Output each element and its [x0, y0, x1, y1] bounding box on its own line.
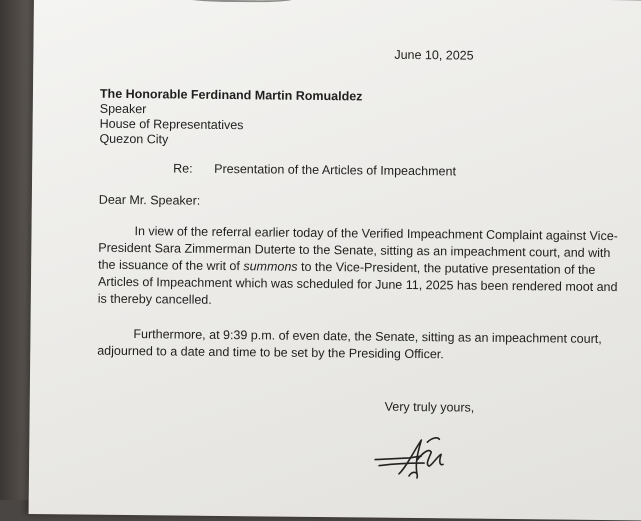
- paragraph-2-text: Furthermore, at 9:39 p.m. of even date, the Senate, sitting as an impeachment court, adjourned to a date and time to be set by the Presiding Officer.: [97, 327, 602, 361]
- letter-date: June 10, 2025: [394, 48, 473, 63]
- signature-icon: [369, 430, 460, 486]
- letter-page: [29, 0, 641, 521]
- letterhead-remnant: [184, 0, 294, 3]
- subject-text: Presentation of the Articles of Impeachment: [214, 162, 456, 179]
- addressee-organization: House of Representatives: [100, 117, 363, 135]
- addressee-title: Speaker: [100, 102, 363, 120]
- addressee-block: [99, 87, 362, 150]
- subject-line: [173, 161, 456, 178]
- addressee-city: Quezon City: [99, 132, 362, 150]
- salutation: Dear Mr. Speaker:: [99, 193, 201, 208]
- body-paragraph-1: [98, 223, 619, 313]
- addressee-name: The Honorable Ferdinand Martin Romualdez: [100, 87, 363, 105]
- complimentary-close: Very truly yours,: [385, 400, 475, 415]
- paragraph-1-text-b: to the Vice-President, the putative presentation of the Articles of Impeachment which was scheduled for June 11, 2025 has been rendered moot and is thereby cancelled.: [98, 260, 618, 307]
- body-paragraph-2: [97, 326, 617, 365]
- paragraph-1-text-a: In view of the referral earlier today of the Verified Impeachment Complaint against Vice-President Sara Zimmerman Duterte to the Senate, sitting as an impeachment court, and with the issuance of the writ of: [98, 224, 618, 273]
- paragraph-1-italic: summons: [243, 259, 297, 274]
- subject-re-label: Re:: [173, 161, 214, 175]
